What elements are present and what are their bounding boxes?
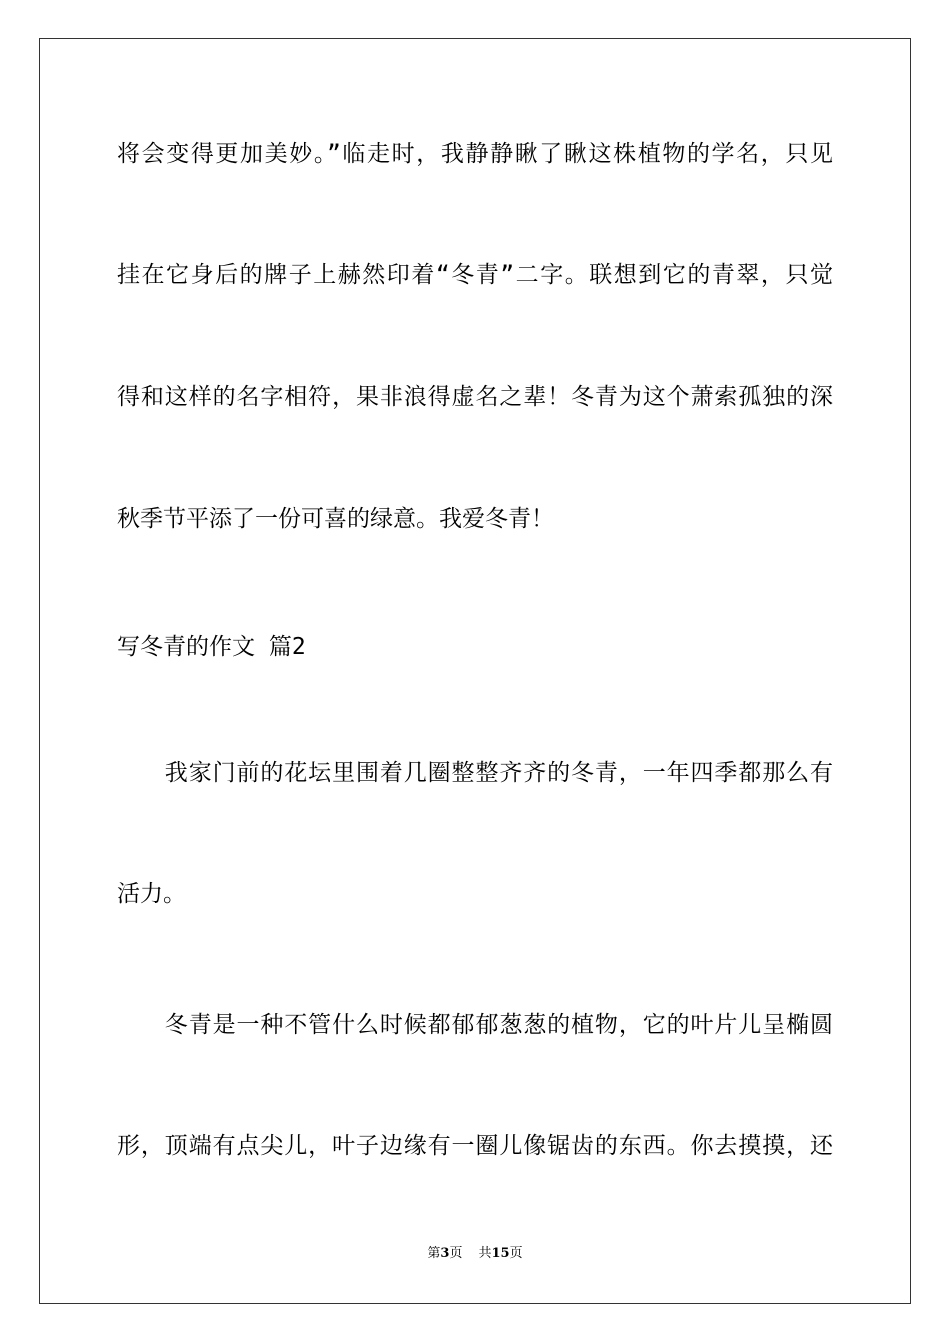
body-line-1: 将会变得更加美妙。”临走时，我静静瞅了瞅这株植物的学名，只见 — [117, 141, 833, 167]
paragraph2-line-1: 冬青是一种不管什么时候都郁郁葱葱的植物，它的叶片儿呈椭圆 — [117, 1012, 833, 1038]
footer-total-suffix: 页 — [509, 1246, 523, 1261]
footer-prefix: 第 — [427, 1246, 441, 1261]
paragraph2-line-2: 形，顶端有点尖儿，叶子边缘有一圈儿像锯齿的东西。你去摸摸，还 — [117, 1133, 833, 1159]
current-page-number: 3 — [440, 1246, 450, 1261]
page-footer — [0, 1245, 950, 1263]
footer-total-prefix: 共 — [478, 1246, 492, 1261]
paragraph1-line-1: 我家门前的花坛里围着几圈整整齐齐的冬青，一年四季都那么有 — [117, 760, 833, 786]
section-heading: 写冬青的作文 篇2 — [117, 634, 306, 660]
page-frame — [39, 38, 911, 1304]
body-line-3: 得和这样的名字相符，果非浪得虚名之辈！冬青为这个萧索孤独的深 — [117, 384, 833, 410]
total-pages-number: 15 — [491, 1246, 510, 1261]
footer-page-suffix: 页 — [449, 1246, 463, 1261]
body-line-2: 挂在它身后的牌子上赫然印着“冬青”二字。联想到它的青翠，只觉 — [117, 262, 833, 288]
paragraph1-line-2: 活力。 — [117, 881, 186, 907]
body-line-4: 秋季节平添了一份可喜的绿意。我爱冬青！ — [117, 506, 554, 532]
